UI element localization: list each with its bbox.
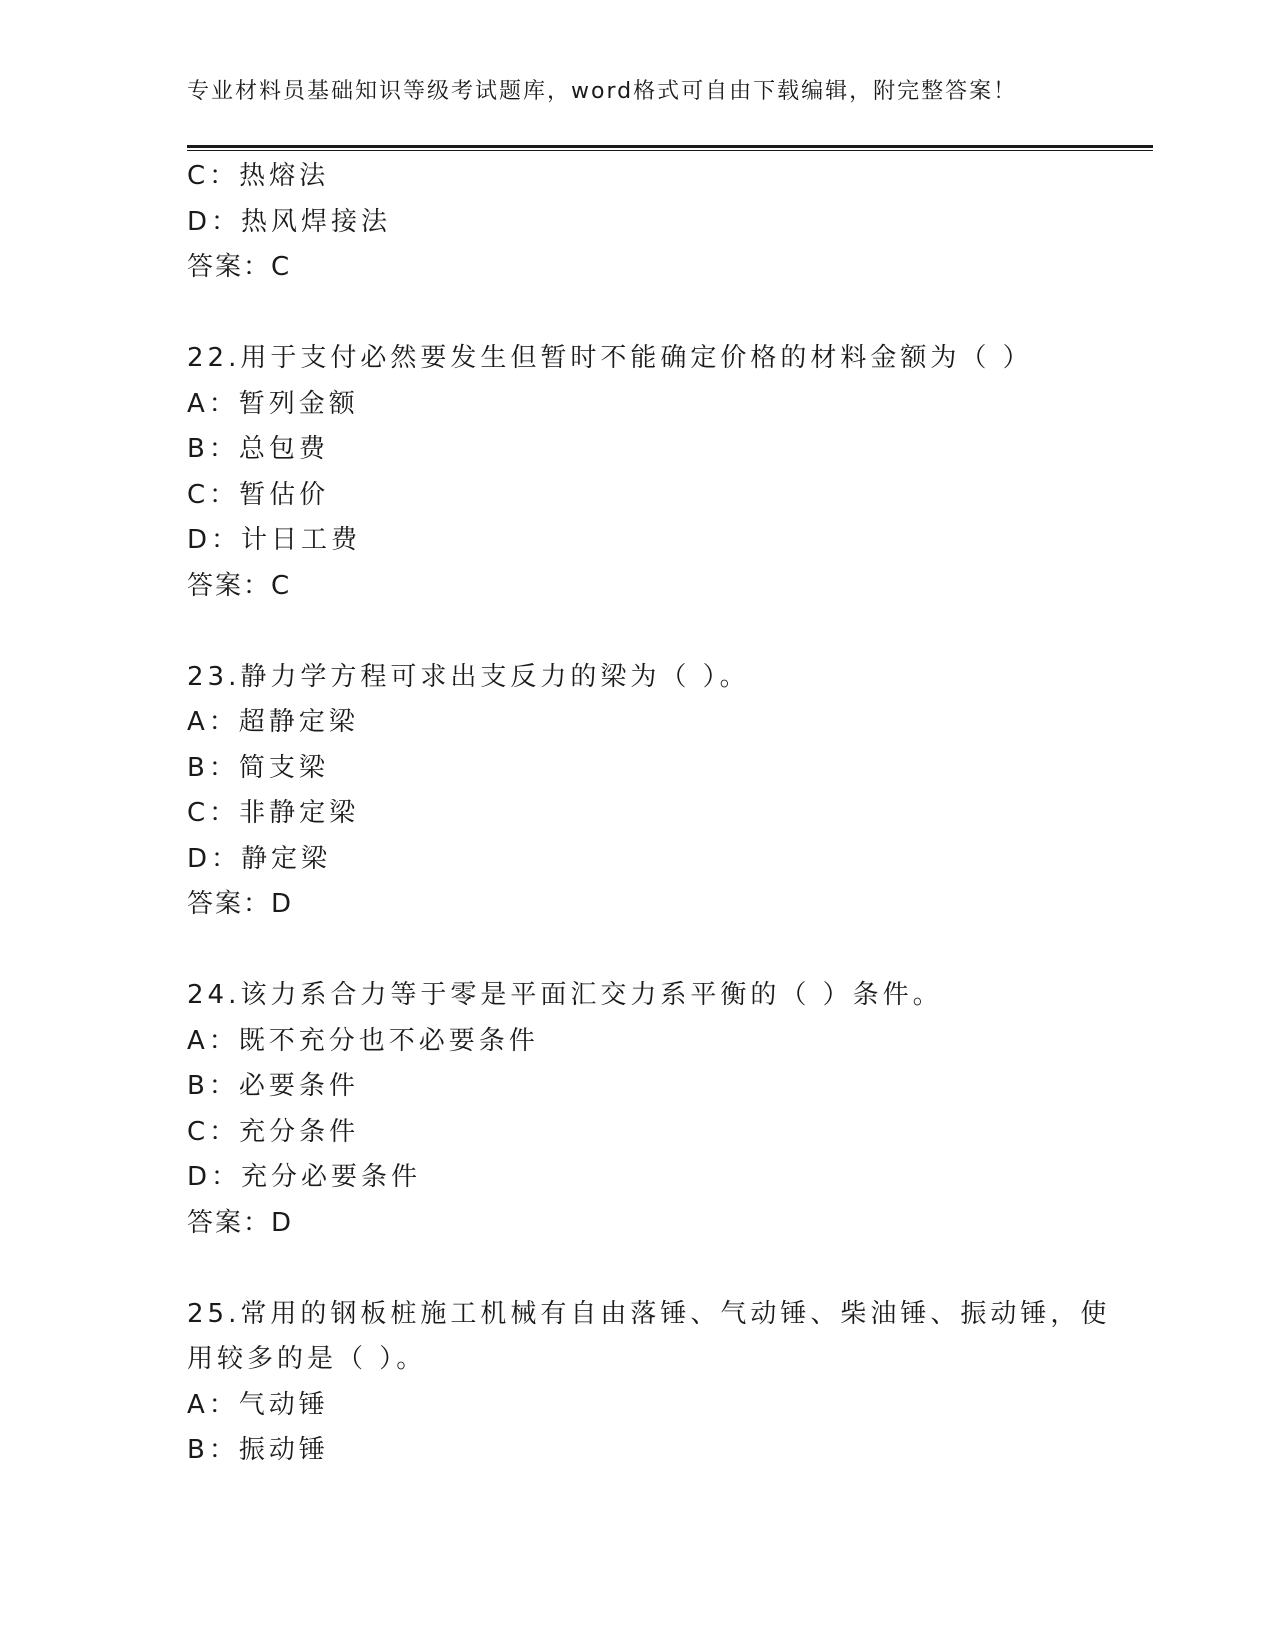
question-23 — [187, 655, 1153, 928]
question-stem: 22.用于支付必然要发生但暂时不能确定价格的材料金额为（ ） — [187, 343, 1033, 373]
option-a: A：暂列金额 — [187, 388, 359, 419]
question-25 — [187, 1292, 1153, 1474]
question-stem: 25.常用的钢板桩施工机械有自由落锤、气动锤、柴油锤、振动锤，使 — [187, 1298, 1111, 1329]
option-a: A：既不充分也不必要条件 — [187, 1025, 539, 1056]
option-b: B：简支梁 — [187, 752, 329, 783]
question-22 — [187, 336, 1153, 609]
option-b: B：总包费 — [187, 434, 329, 464]
answer-line: 答案：D — [187, 1207, 294, 1238]
partial-question — [187, 154, 1153, 291]
question-24 — [187, 973, 1153, 1246]
option-b: B：必要条件 — [187, 1071, 359, 1101]
option-c: C：非静定梁 — [187, 798, 360, 828]
option-b: B：振动锤 — [187, 1435, 329, 1465]
option-c: C：充分条件 — [187, 1116, 360, 1147]
option-d: D：计日工费 — [187, 525, 362, 555]
header-rule-thin — [187, 150, 1153, 151]
option-c: C：热熔法 — [187, 161, 330, 191]
page-header: 专业材料员基础知识等级考试题库，word格式可自由下载编辑，附完整答案！ — [187, 79, 1018, 104]
answer-line: 答案：C — [187, 570, 292, 601]
option-d: D：静定梁 — [187, 843, 332, 874]
question-stem: 24.该力系合力等于零是平面汇交力系平衡的（ ）条件。 — [187, 980, 943, 1010]
header-rule-thick — [187, 145, 1153, 148]
option-c: C：暂估价 — [187, 479, 330, 510]
question-list — [187, 154, 1153, 1474]
option-a: A：超静定梁 — [187, 707, 359, 737]
option-d: D：热风焊接法 — [187, 206, 392, 237]
question-stem: 23.静力学方程可求出支反力的梁为（ ）。 — [187, 661, 750, 692]
option-a: A：气动锤 — [187, 1389, 329, 1420]
option-d: D：充分必要条件 — [187, 1162, 422, 1192]
question-stem-continued: 用较多的是（ ）。 — [187, 1344, 427, 1374]
answer-line: 答案：D — [187, 889, 294, 919]
answer-line: 答案：C — [187, 252, 292, 282]
